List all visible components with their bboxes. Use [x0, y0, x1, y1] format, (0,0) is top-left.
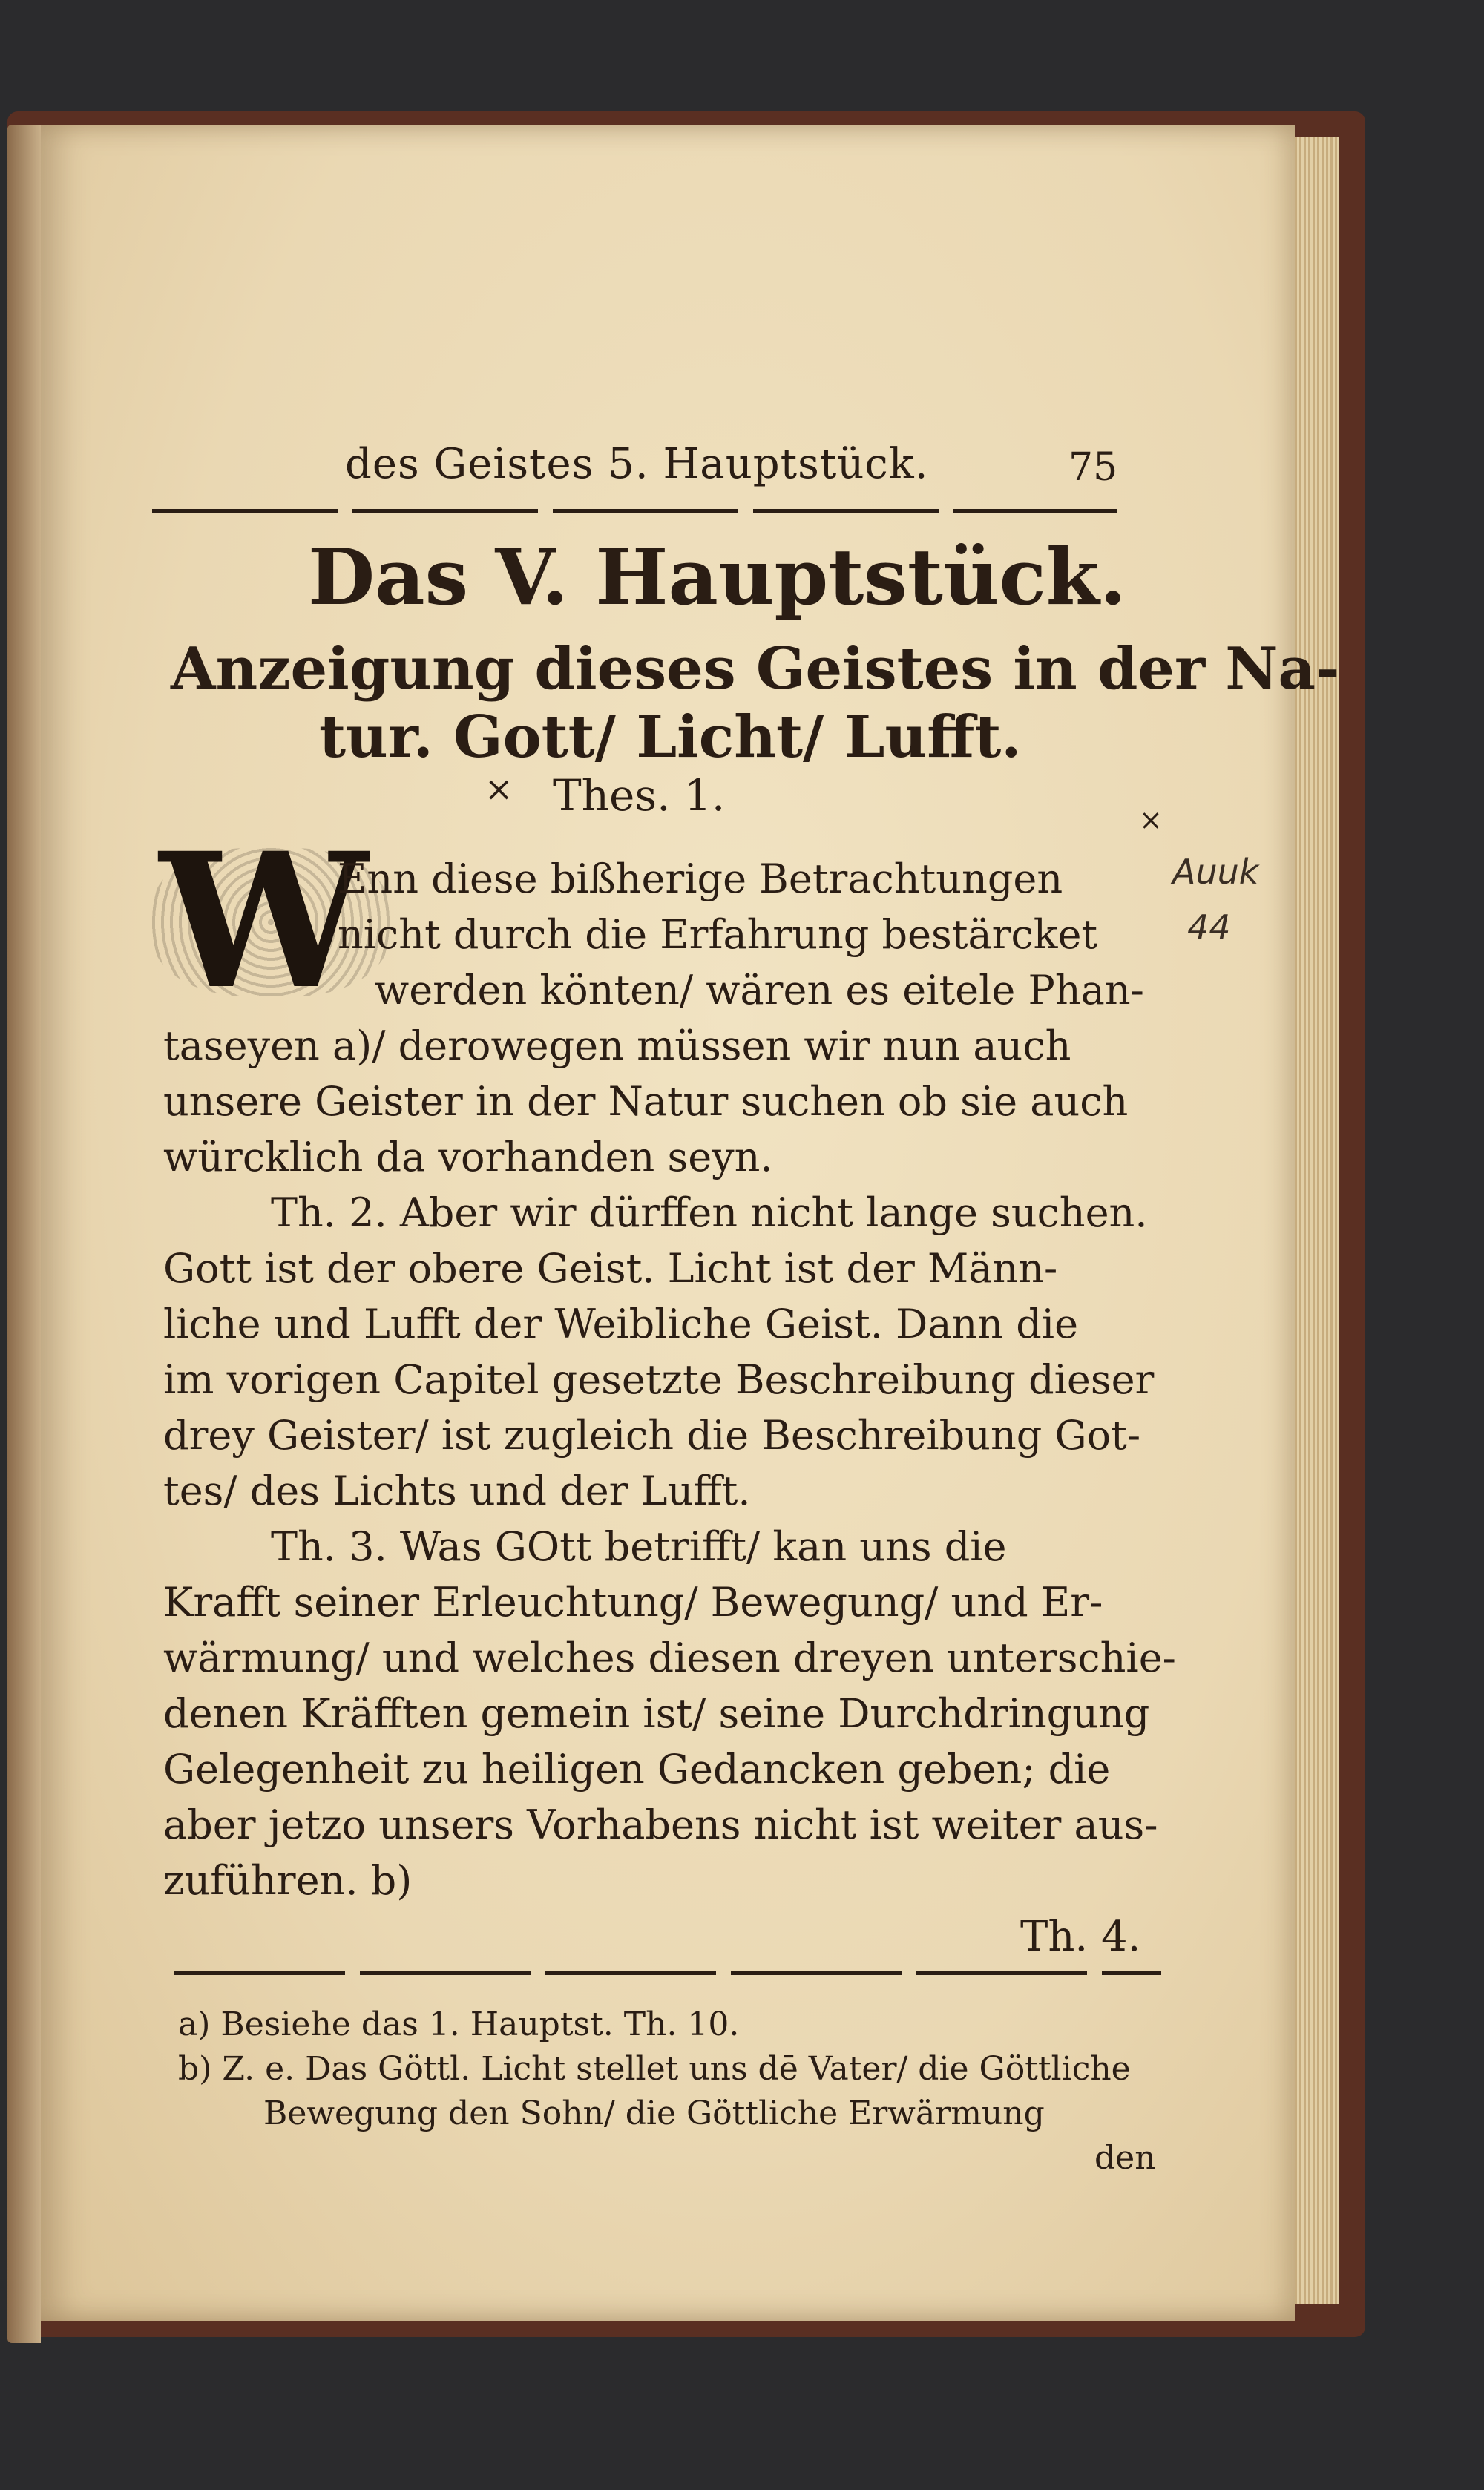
- text-line: unsere Geister in der Natur suchen ob sie auch: [163, 1078, 1129, 1125]
- text-line: wärmung/ und welches diesen dreyen unterschie-: [163, 1635, 1176, 1681]
- footnote-line: b) Z. e. Das Göttl. Licht stellet uns dē Vater/ die Göttliche: [178, 2050, 1131, 2088]
- text-line: drey Geister/ ist zugleich die Beschreibung Got-: [163, 1412, 1141, 1459]
- handwritten-cross-mark: ×: [485, 769, 513, 809]
- header-rule: [152, 509, 1117, 513]
- drop-cap: W: [160, 812, 368, 1030]
- footnote-rule: [174, 1971, 1161, 1975]
- text-line: zuführen. b): [163, 1857, 413, 1904]
- text-line: Krafft seiner Erleuchtung/ Bewegung/ und Er-: [163, 1579, 1103, 1626]
- handwritten-margin-number: 44: [1187, 907, 1231, 947]
- text-line: Th. 2. Aber wir dürffen nicht lange suchen.: [271, 1189, 1148, 1236]
- handwritten-margin-note: Auuk: [1172, 852, 1259, 892]
- book-page: [41, 125, 1340, 2321]
- page-number: 75: [1068, 445, 1118, 490]
- text-line: würcklich da vorhanden seyn.: [163, 1134, 773, 1180]
- text-line: nicht durch die Erfahrung bestärcket: [338, 911, 1098, 958]
- text-line: taseyen a)/ derowegen müssen wir nun auch: [163, 1022, 1071, 1069]
- handwritten-cross-mark-right: ×: [1139, 804, 1163, 836]
- thesis-label: Thes. 1.: [553, 770, 726, 821]
- text-line: tes/ des Lichts und der Lufft.: [163, 1468, 751, 1514]
- text-line: werden könten/ wären es eitele Phan-: [375, 967, 1144, 1014]
- text-line: liche und Lufft der Weibliche Geist. Dann die: [163, 1301, 1079, 1347]
- footnote-line: a) Besiehe das 1. Hauptst. Th. 10.: [178, 2006, 740, 2043]
- text-line: Gelegenheit zu heiligen Gedancken geben; die: [163, 1746, 1111, 1793]
- footnote-catchword: den: [1094, 2139, 1156, 2177]
- chapter-subtitle-line-2: tur. Gott/ Licht/ Lufft.: [319, 703, 1022, 771]
- chapter-subtitle-line-1: Anzeigung dieses Geistes in der Na-: [171, 635, 1340, 703]
- text-line: Enn diese bißherige Betrachtungen: [338, 855, 1063, 902]
- running-head: des Geistes 5. Hauptstück.: [345, 440, 929, 488]
- chapter-title: Das V. Hauptstück.: [308, 531, 1127, 622]
- text-line: denen Kräfften gemein ist/ seine Durchdringung: [163, 1690, 1150, 1737]
- left-page-edge: [7, 125, 41, 2343]
- text-line: im vorigen Capitel gesetzte Beschreibung dieser: [163, 1356, 1155, 1403]
- text-line: aber jetzo unsers Vorhabens nicht ist weiter aus-: [163, 1801, 1158, 1848]
- text-line: Th. 3. Was GOtt betrifft/ kan uns die: [271, 1523, 1007, 1570]
- page-fore-edge: [1295, 137, 1339, 2304]
- footnote-line: Bewegung den Sohn/ die Göttliche Erwärmung: [263, 2095, 1045, 2132]
- text-line: Gott ist der obere Geist. Licht ist der Männ-: [163, 1245, 1058, 1292]
- catchword: Th. 4.: [1020, 1913, 1141, 1961]
